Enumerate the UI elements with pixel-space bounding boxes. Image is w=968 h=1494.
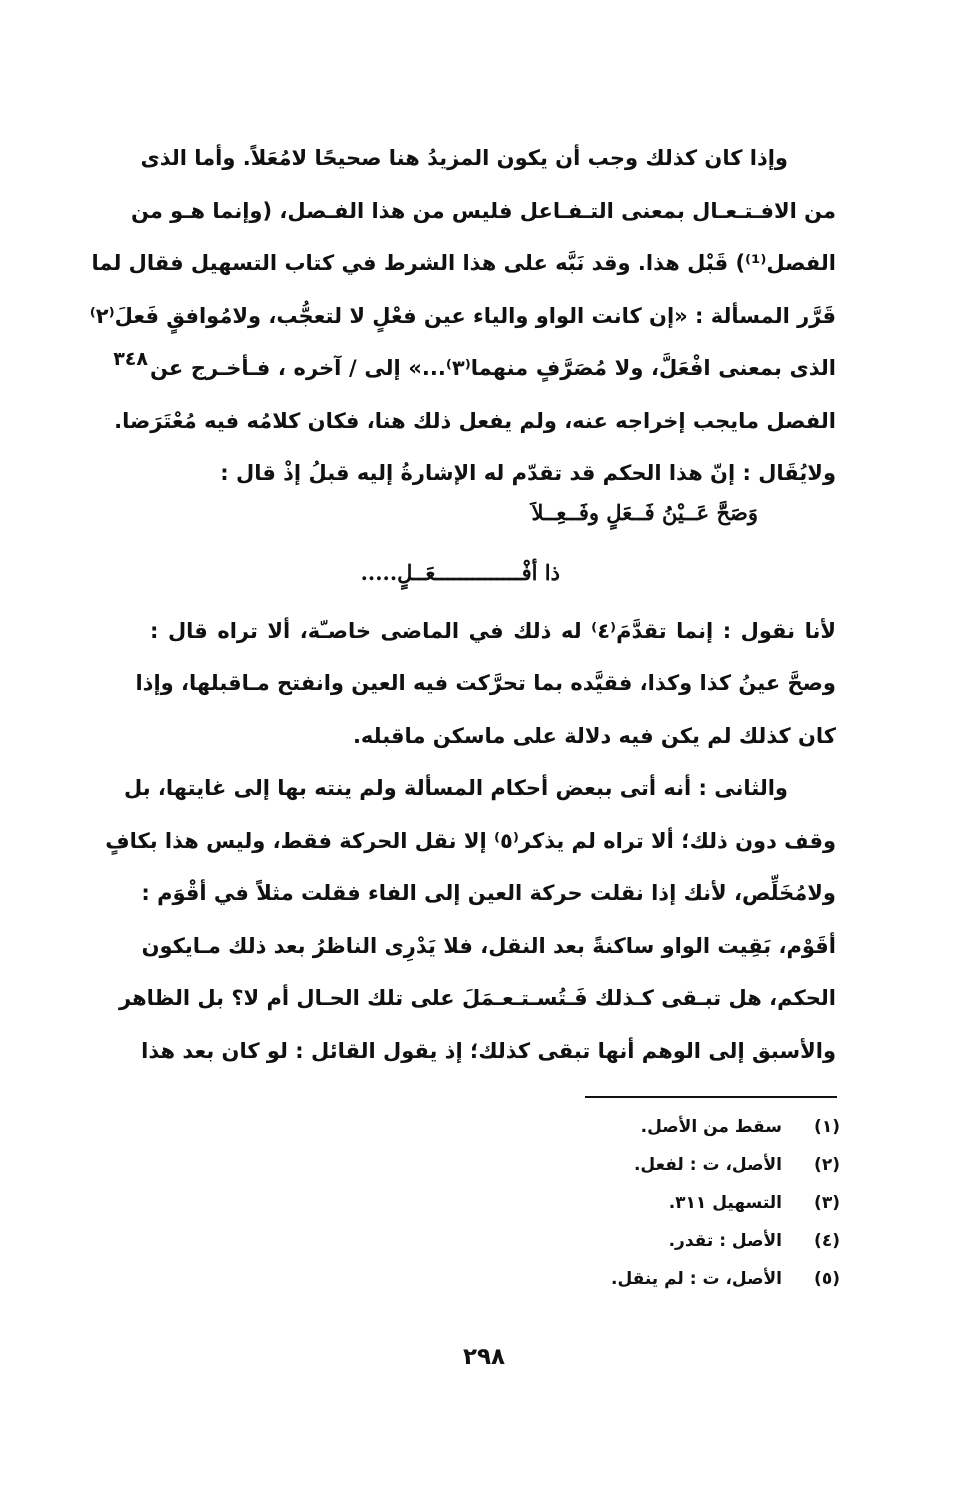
text-line: الذى بمعنى افْعَلَّ، ولا مُصَرَّفٍ منهما⁽٣⁾...» إلى / آخره ، فـأخـرج عن [150, 356, 836, 380]
text-line: الحكم، هل تبـقى كـذلك فَـتُسـتـعـمَلَ على تلك الحـال أم لا؟ بل الظاهر [119, 986, 836, 1010]
footnote-number: (٥) [814, 1269, 840, 1289]
footnote-text: الأصل : تقدر. [668, 1231, 782, 1251]
footnote [611, 1260, 840, 1298]
text-line: من الافـتـعـال بمعنى التـفـاعل فليس من هذا الفـصل، (وإنما هـو من [130, 198, 836, 223]
margin-page-reference: ٣٤٨ [113, 348, 148, 370]
footnote-text: التسهيل ٣١١. [668, 1193, 782, 1213]
footnote-text: الأصل، ت : لم ينقل. [610, 1269, 782, 1289]
footnote-separator [585, 1096, 837, 1098]
text-line: ولامُخَلِّص، لأنك إذا نقلت حركة العين إلى الفاء فقلت مثلاً في أقْوَم : [141, 881, 836, 905]
text-line: لأنا نقول : إنما تقدَّمَ⁽٤⁾ له ذلك في الماضى خاصـّة، ألا تراه قال : [150, 618, 836, 643]
text-line: الفصل مايجب إخراجه عنه، ولم يفعل ذلك هنا، فكان كلامُه فيه مُعْتَرَضا. [114, 408, 836, 433]
text-line: وإذا كان كذلك وجب أن يكون المزيدُ هنا صحيحًا لامُعَلاً. وأما الذى [140, 146, 788, 170]
text-line: ولايُقَال : إنّ هذا الحكم قد تقدّم له الإشارةُ إليه قبلُ إذْ قال : [220, 461, 836, 485]
footnote-number: (٤) [814, 1231, 840, 1251]
footnotes [611, 1108, 840, 1298]
text-line: وصحَّ عينُ كذا وكذا، فقيَّده بما تحرَّكت فيه العين وانفتح مـاقبلها، وإذا [135, 671, 836, 695]
text-line: والثانى : أنه أتى ببعض أحكام المسألة ولم ينته بها إلى غايتها، بل [123, 776, 788, 800]
text-line: والأسبق إلى الوهم أنها تبقى كذلك؛ إذ يقول القائل : لو كان بعد هذا [141, 1038, 836, 1063]
footnote [611, 1146, 840, 1184]
text-line: وقف دون ذلك؛ ألا تراه لم يذكر⁽٥⁾ إلا نقل الحركة فقط، وليس هذا بكافٍ [105, 828, 836, 853]
text-line: قَرَّر المسألة : «إن كانت الواو والياء عين فعْلٍ لا لتعجُّب، ولامُوافقٍ فَعلَ⁽٢⁾ [89, 303, 836, 328]
footnote-number: (٣) [814, 1193, 840, 1213]
footnote-number: (١) [814, 1117, 840, 1137]
text-line: أقَوْم، بَقِيت الواو ساكنةً بعد النقل، فلا يَدْرِى الناظرُ بعد ذلك مـايكون [141, 933, 836, 958]
footnote [611, 1108, 840, 1146]
page-number: ٢٩٨ [462, 1344, 506, 1370]
footnote [611, 1184, 840, 1222]
footnote [611, 1222, 840, 1260]
footnote-text: الأصل، ت : لفعل. [633, 1155, 782, 1175]
text-line: الفصل⁽¹⁾) قَبْل هذا. وقد نَبَّه على هذا الشرط في كتاب التسهيل فقال لما [91, 251, 836, 275]
poem-verse-1: وَصَحَّ عَــيْنُ فَــعَلٍ وفَــعِــلاَ [531, 500, 758, 525]
footnote-number: (٢) [814, 1155, 840, 1175]
footnote-text: سقط من الأصل. [640, 1117, 782, 1137]
poem-verse-2: ذا أفْــــــــــــــعَــلٍ..... [360, 560, 560, 585]
text-line: كان كذلك لم يكن فيه دلالة على ماسكن ماقبله. [352, 723, 836, 748]
